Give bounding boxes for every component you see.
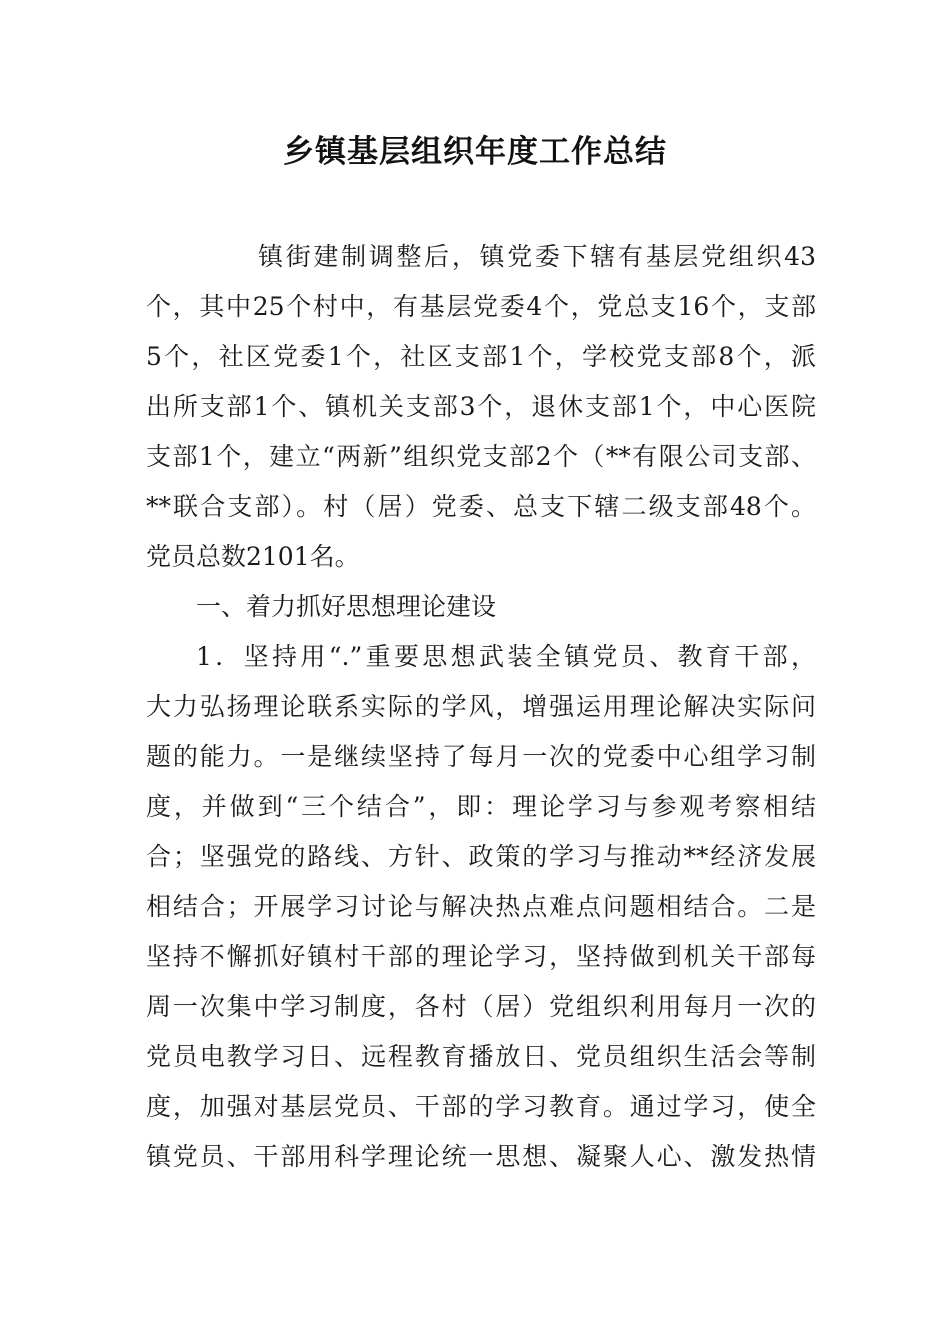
- paragraph-2-line-4: 度，并做到“三个结合”，即：理论学习与参观考察相结: [146, 792, 816, 821]
- paragraph-2-line-11: 镇党员、干部用科学理论统一思想、凝聚人心、激发热情: [146, 1142, 816, 1171]
- document-title: 乡镇基层组织年度工作总结: [283, 134, 667, 170]
- paragraph-1-line-3: 5个，社区党委1个，社区支部1个，学校党支部8个，派: [146, 342, 817, 371]
- paragraph-1-line-6: **联合支部）。村（居）党委、总支下辖二级支部48个。: [146, 492, 816, 521]
- paragraph-1-line-5: 支部1个，建立“两新”组织党支部2个（**有限公司支部、: [146, 442, 816, 471]
- paragraph-2-line-9: 党员电教学习日、远程教育播放日、党员组织生活会等制: [146, 1042, 816, 1071]
- paragraph-1-line-4: 出所支部1个、镇机关支部3个，退休支部1个，中心医院: [146, 392, 816, 421]
- paragraph-2-line-7: 坚持不懈抓好镇村干部的理论学习，坚持做到机关干部每: [146, 942, 816, 971]
- paragraph-1-line-7: 党员总数2101名。: [146, 542, 360, 571]
- paragraph-2-line-2: 大力弘扬理论联系实际的学风，增强运用理论解决实际问: [146, 692, 816, 721]
- paragraph-2-line-5: 合；坚强党的路线、方针、政策的学习与推动**经济发展: [146, 842, 816, 871]
- paragraph-1-line-2: 个，其中25个村中，有基层党委4个，党总支16个，支部: [146, 292, 816, 321]
- paragraph-2-line-3: 题的能力。一是继续坚持了每月一次的党委中心组学习制: [146, 742, 816, 771]
- paragraph-2-line-1: 1．坚持用“.”重要思想武装全镇党员、教育干部，: [196, 642, 816, 671]
- section-heading-1: 一、着力抓好思想理论建设: [196, 592, 497, 621]
- paragraph-2-line-10: 度，加强对基层党员、干部的学习教育。通过学习，使全: [146, 1092, 816, 1121]
- paragraph-2-line-6: 相结合；开展学习讨论与解决热点难点问题相结合。二是: [146, 892, 816, 921]
- paragraph-1-line-1: 镇街建制调整后，镇党委下辖有基层党组织43: [258, 242, 816, 271]
- paragraph-2-line-8: 周一次集中学习制度，各村（居）党组织利用每月一次的: [146, 992, 816, 1021]
